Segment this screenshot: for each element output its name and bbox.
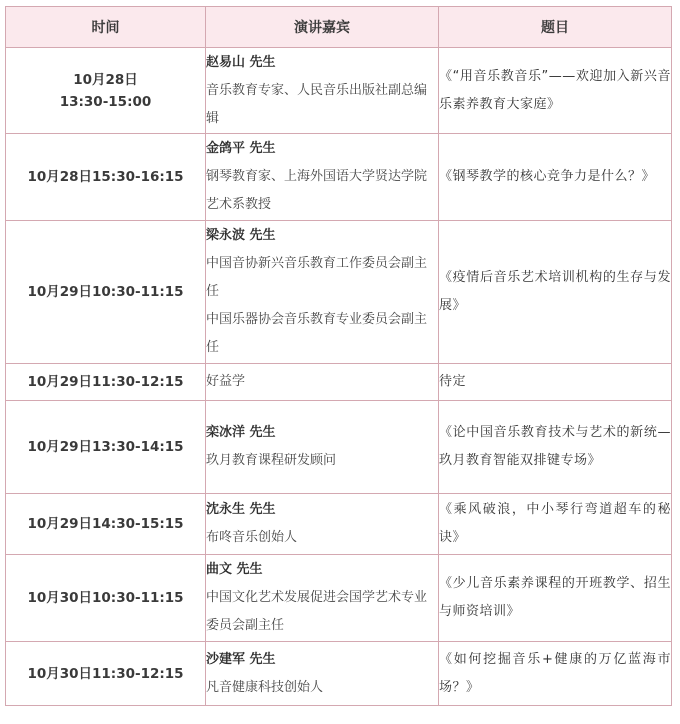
speaker-cell <box>206 401 439 494</box>
table-row <box>6 48 672 134</box>
speaker-title: 钢琴教育家、上海外国语大学贤达学院艺术系教授 <box>206 169 428 212</box>
time-cell: 10月30日10:30-11:15 <box>6 555 206 642</box>
table-row <box>6 134 672 221</box>
topic-cell: 《少儿音乐素养课程的开班教学、招生与师资培训》 <box>439 555 672 642</box>
speaker-title: 中国音协新兴音乐教育工作委员会副主任 <box>206 256 428 299</box>
table-row <box>6 555 672 642</box>
speaker-name: 金鸽平 先生 <box>206 141 276 156</box>
table-row <box>6 494 672 555</box>
time-cell: 10月28日15:30-16:15 <box>6 134 206 221</box>
speaker-cell <box>206 48 439 134</box>
speaker-cell <box>206 134 439 221</box>
topic-cell: 《如何挖掘音乐+健康的万亿蓝海市场？》 <box>439 642 672 706</box>
time-cell <box>6 48 206 134</box>
schedule-table <box>5 6 672 706</box>
time-cell: 10月29日14:30-15:15 <box>6 494 206 555</box>
topic-cell: 《论中国音乐教育技术与艺术的新统—玖月教育智能双排键专场》 <box>439 401 672 494</box>
speaker-cell <box>206 494 439 555</box>
speaker-title: 凡音健康科技创始人 <box>206 679 324 695</box>
speaker-cell <box>206 642 439 706</box>
time-cell: 10月29日13:30-14:15 <box>6 401 206 494</box>
speaker-title: 布咚音乐创始人 <box>206 530 298 545</box>
speaker-title: 好益学 <box>206 374 246 389</box>
header-time: 时间 <box>6 7 206 48</box>
table-row <box>6 221 672 364</box>
speaker-title: 中国乐器协会音乐教育专业委员会副主任 <box>206 312 428 355</box>
time-cell: 10月29日10:30-11:15 <box>6 221 206 364</box>
speaker-title: 中国文化艺术发展促进会国学艺术专业委员会副主任 <box>206 590 428 633</box>
speaker-cell <box>206 364 439 401</box>
topic-cell: 《“用音乐教音乐”——欢迎加入新兴音乐素养教育大家庭》 <box>439 48 672 134</box>
topic-cell: 《乘风破浪，中小琴行弯道超车的秘诀》 <box>439 494 672 555</box>
speaker-name: 沈永生 先生 <box>206 502 276 517</box>
topic-cell: 《疫情后音乐艺术培训机构的生存与发展》 <box>439 221 672 364</box>
table-row <box>6 642 672 706</box>
speaker-title: 玖月教育课程研发顾问 <box>206 453 337 468</box>
header-speaker: 演讲嘉宾 <box>206 7 439 48</box>
speaker-cell <box>206 221 439 364</box>
time-date: 10月28日 <box>73 71 138 88</box>
time-range: 13:30-15:00 <box>59 93 152 110</box>
speaker-name: 梁永波 先生 <box>206 228 276 243</box>
speaker-name: 赵易山 先生 <box>206 54 276 70</box>
speaker-name: 栾冰洋 先生 <box>206 425 276 440</box>
topic-cell: 《钢琴教学的核心竞争力是什么？》 <box>439 134 672 221</box>
header-topic: 题目 <box>439 7 672 48</box>
header-row <box>6 7 672 48</box>
speaker-name: 沙建军 先生 <box>206 651 276 667</box>
table-row <box>6 401 672 494</box>
speaker-title: 音乐教育专家、人民音乐出版社副总编辑 <box>206 82 428 126</box>
topic-cell: 待定 <box>439 364 672 401</box>
speaker-cell <box>206 555 439 642</box>
time-cell: 10月30日11:30-12:15 <box>6 642 206 706</box>
table-row <box>6 364 672 401</box>
time-cell: 10月29日11:30-12:15 <box>6 364 206 401</box>
speaker-name: 曲文 先生 <box>206 562 263 577</box>
